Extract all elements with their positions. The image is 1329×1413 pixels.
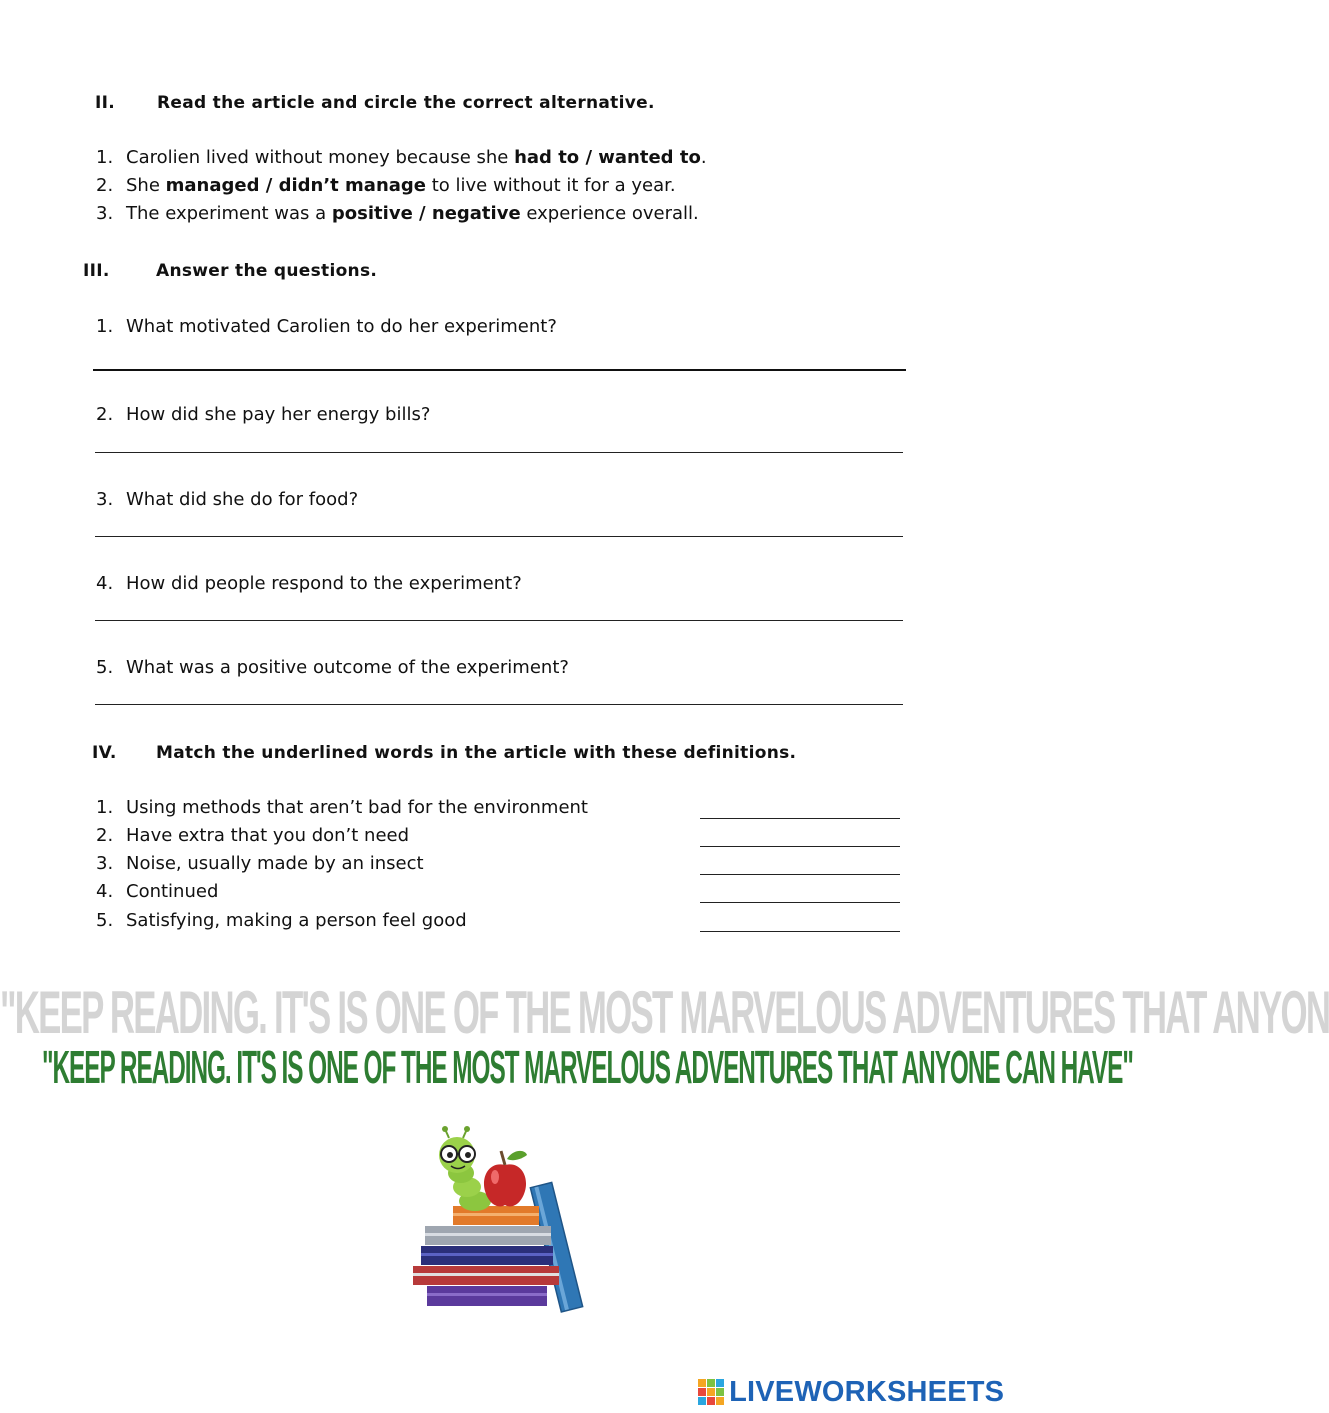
- question: [96, 573, 896, 597]
- question: [96, 489, 896, 513]
- answer-line[interactable]: [95, 704, 903, 705]
- liveworksheets-logo: [698, 1376, 1004, 1409]
- answer-line[interactable]: [95, 452, 903, 453]
- match-blank[interactable]: [700, 846, 900, 847]
- definition-item: [96, 825, 676, 849]
- item-text: .: [700, 147, 707, 168]
- books-worm-apple-illustration: [405, 1125, 605, 1315]
- question-text: How did people respond to the experiment?: [126, 573, 522, 594]
- brand-text: LIVEWORKSHEETS: [729, 1376, 1005, 1408]
- question: [96, 657, 896, 681]
- question-number: 5.: [96, 657, 114, 678]
- match-blank[interactable]: [700, 874, 900, 875]
- list-item: [96, 203, 896, 227]
- section-title: Answer the questions.: [156, 261, 378, 281]
- match-blank[interactable]: [700, 931, 900, 932]
- answer-line[interactable]: [95, 536, 903, 537]
- item-number: 5.: [96, 910, 114, 931]
- question-number: 1.: [96, 316, 114, 337]
- definition-item: [96, 910, 676, 934]
- item-number: 2.: [96, 825, 114, 846]
- item-text: The experiment was a: [126, 203, 332, 224]
- alternative-choice[interactable]: positive / negative: [331, 203, 521, 224]
- question: [96, 404, 896, 428]
- item-number: 3.: [96, 203, 114, 224]
- item-text: to live without it for a year.: [426, 175, 676, 196]
- item-text: She: [126, 175, 166, 196]
- match-blank[interactable]: [700, 902, 900, 903]
- question: [96, 316, 896, 340]
- item-number: 4.: [96, 881, 114, 902]
- section-4-heading: [92, 743, 852, 767]
- item-text: experience overall.: [520, 203, 699, 224]
- section-number: II.: [95, 93, 116, 113]
- definition-text: Continued: [126, 881, 219, 902]
- definition-text: Noise, usually made by an insect: [126, 853, 424, 874]
- match-blank[interactable]: [700, 818, 900, 819]
- list-item: [96, 175, 896, 199]
- question-number: 4.: [96, 573, 114, 594]
- section-3-heading: [83, 261, 783, 285]
- section-title: Match the underlined words in the article with these definitions.: [156, 743, 797, 763]
- section-title: Read the article and circle the correct alternative.: [157, 93, 655, 113]
- definition-text: Satisfying, making a person feel good: [126, 910, 467, 931]
- reading-quote: "KEEP READING. IT'S IS ONE OF THE MOST MARVELOUS ADVENTURES THAT ANYONE CAN HAVE": [42, 1041, 1133, 1093]
- alternative-choice[interactable]: managed / didn’t manage: [165, 175, 427, 196]
- item-number: 1.: [96, 147, 114, 168]
- question-text: What did she do for food?: [126, 489, 359, 510]
- section-number: III.: [83, 261, 110, 281]
- question-number: 2.: [96, 404, 114, 425]
- item-number: 3.: [96, 853, 114, 874]
- quote-shadow-text: "KEEP READING. IT'S IS ONE OF THE MOST MARVELOUS ADVENTURES THAT ANYON: [0, 979, 1329, 1046]
- list-item: [96, 147, 896, 171]
- item-number: 1.: [96, 797, 114, 818]
- section-number: IV.: [92, 743, 117, 763]
- alternative-choice[interactable]: had to / wanted to: [514, 147, 701, 168]
- definition-item: [96, 881, 676, 905]
- question-number: 3.: [96, 489, 114, 510]
- definition-item: [96, 853, 676, 877]
- answer-line[interactable]: [93, 369, 906, 371]
- definition-text: Using methods that aren’t bad for the environment: [126, 797, 588, 818]
- definition-text: Have extra that you don’t need: [126, 825, 410, 846]
- brand-mark-icon: [698, 1379, 724, 1405]
- answer-line[interactable]: [95, 620, 903, 621]
- definition-item: [96, 797, 676, 821]
- section-2-heading: [95, 93, 795, 117]
- question-text: What motivated Carolien to do her experiment?: [126, 316, 557, 337]
- question-text: How did she pay her energy bills?: [126, 404, 431, 425]
- item-text: Carolien lived without money because she: [126, 147, 515, 168]
- question-text: What was a positive outcome of the experiment?: [126, 657, 569, 678]
- item-number: 2.: [96, 175, 114, 196]
